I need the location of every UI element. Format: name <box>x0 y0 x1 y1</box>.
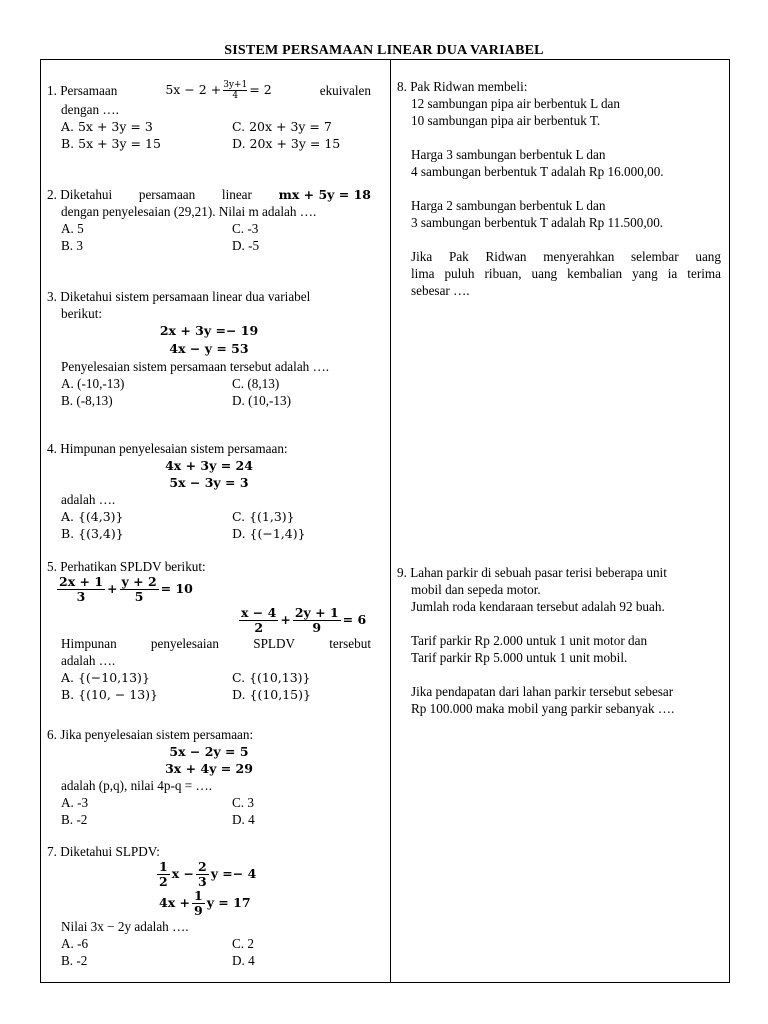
q7-option-a: A. -6 <box>61 936 89 951</box>
q4-line1: 4. Himpunan penyelesaian sistem persamaan: <box>47 441 288 456</box>
q8-line-3: 10 sambungan pipa air berbentuk T. <box>411 113 601 128</box>
question-4 <box>47 440 371 542</box>
q5-line1: 5. Perhatikan SPLDV berikut: <box>47 559 206 574</box>
question-9 <box>397 564 723 717</box>
q2-equation: mx + 5y = 18 <box>278 187 371 202</box>
q2-word-2: persamaan <box>138 187 196 202</box>
question-5 <box>47 558 371 703</box>
q5-equation-2: $\frac{x - 4}{2}$ + $\frac{2y + 1}{9}$ = 6 <box>241 605 367 635</box>
q3-option-a: A. (-10,-13) <box>61 376 125 391</box>
q3-equation-1: 2x + 3y =− 19 <box>159 323 259 338</box>
q1-option-c: C. 20x + 3y = 7 <box>232 119 332 134</box>
q2-option-d: D. -5 <box>232 238 260 253</box>
q8-line-7: 3 sambungan berbentuk T adalah Rp 11.500,00. <box>411 215 664 230</box>
q8-line-8: Jika Pak Ridwan menyerahkan selembar uang <box>411 249 721 264</box>
q1-option-b: B. 5x + 3y = 15 <box>61 136 161 151</box>
q7-equation-2: 4x + $\frac{1}{9}$ y = 17 <box>159 888 251 918</box>
q7-option-d: D. 4 <box>232 953 255 968</box>
q5-option-a: A. {(−10,13)} <box>61 670 150 685</box>
q5-option-b: B. {(10, − 13)} <box>61 687 158 702</box>
q7-option-c: C. 2 <box>232 936 254 951</box>
q8-line-4: Harga 3 sambungan berbentuk L dan <box>411 147 606 162</box>
q2-line2: dengan penyelesaian (29,21). Nilai m adalah …. <box>61 204 317 219</box>
q3-equation-2: 4x − y = 53 <box>169 341 249 356</box>
q2-word-1: 2. Diketahui <box>47 187 113 202</box>
q6-line1: 6. Jika penyelesaian sistem persamaan: <box>47 727 254 742</box>
q4-option-c: C. {(1,3)} <box>232 509 295 524</box>
q9-line-4: Tarif parkir Rp 2.000 untuk 1 unit motor dan <box>411 633 648 648</box>
q2-option-b: B. 3 <box>61 238 83 253</box>
q5-line3: adalah …. <box>61 653 116 668</box>
q1-suffix: ekuivalen <box>319 83 371 98</box>
q1-equation: 5x − 2 + $\frac{3y+1}{4}$ = 2 <box>165 80 272 101</box>
q3-line1: 3. Diketahui sistem persamaan linear dua variabel <box>47 289 311 304</box>
q4-line2: adalah …. <box>61 492 116 507</box>
q5-option-d: D. {(10,15)} <box>232 687 311 702</box>
q3-option-d: D. (10,-13) <box>232 393 291 408</box>
q9-line-2: mobil dan sepeda motor. <box>411 582 541 597</box>
q4-equation-2: 5x − 3y = 3 <box>169 475 249 490</box>
q8-line-10: sebesar …. <box>411 283 470 298</box>
q9-line-7: Rp 100.000 maka mobil yang parkir sebanyak …. <box>411 701 675 716</box>
q6-equation-2: 3x + 4y = 29 <box>165 761 253 776</box>
question-2 <box>47 186 371 254</box>
q9-line-1: 9. Lahan parkir di sebuah pasar terisi beberapa unit <box>397 565 667 580</box>
question-1 <box>47 80 371 152</box>
q2-option-a: A. 5 <box>61 221 84 236</box>
question-6 <box>47 726 371 828</box>
q8-line-6: Harga 2 sambungan berbentuk L dan <box>411 198 606 213</box>
q7-line1: 7. Diketahui SLPDV: <box>47 844 160 859</box>
q6-option-a: A. -3 <box>61 795 89 810</box>
q9-line-3: Jumlah roda kendaraan tersebut adalah 92 buah. <box>411 599 665 614</box>
q9-line-5: Tarif parkir Rp 5.000 untuk 1 unit mobil. <box>411 650 628 665</box>
q8-line-2: 12 sambungan pipa air berbentuk L dan <box>411 96 620 111</box>
q3-line3: Penyelesaian sistem persamaan tersebut adalah …. <box>61 359 330 374</box>
q2-word-3: linear <box>221 187 252 202</box>
q3-option-c: C. (8,13) <box>232 376 280 391</box>
q8-line-5: 4 sambungan berbentuk T adalah Rp 16.000,00. <box>411 164 664 179</box>
q1-line2: dengan …. <box>61 102 119 117</box>
q3-line2: berikut: <box>61 306 103 321</box>
q6-option-d: D. 4 <box>232 812 255 827</box>
question-8 <box>397 78 721 299</box>
q8-line-9: lima puluh ribuan, uang kembalian yang ia terima <box>411 266 721 281</box>
q7-line2: Nilai 3x − 2y adalah …. <box>61 919 189 934</box>
q6-equation-1: 5x − 2y = 5 <box>169 744 249 759</box>
q1-prefix: 1. Persamaan <box>47 83 118 98</box>
q1-fraction: $\frac{3y+1}{4}$ <box>223 80 248 101</box>
question-7 <box>47 843 371 969</box>
q7-equation-1: $\frac{1}{2}$ x − $\frac{2}{3}$ y =− 4 <box>159 859 257 889</box>
q7-option-b: B. -2 <box>61 953 88 968</box>
q1-option-d: D. 20x + 3y = 15 <box>232 136 341 151</box>
q3-option-b: B. (-8,13) <box>61 393 113 408</box>
question-3 <box>47 288 371 409</box>
q4-equation-1: 4x + 3y = 24 <box>165 458 253 473</box>
q5-equation-1: $\frac{2x + 1}{3}$ + $\frac{y + 2}{5}$ = 10 <box>59 574 193 604</box>
q6-option-b: B. -2 <box>61 812 88 827</box>
q6-line2: adalah (p,q), nilai 4p-q = …. <box>61 778 212 793</box>
q1-option-a: A. 5x + 3y = 3 <box>61 119 153 134</box>
q4-option-d: D. {(−1,4)} <box>232 526 306 541</box>
q6-option-c: C. 3 <box>232 795 254 810</box>
q4-option-b: B. {(3,4)} <box>61 526 124 541</box>
column-divider <box>390 59 391 982</box>
q4-option-a: A. {(4,3)} <box>61 509 124 524</box>
q5-line2: Himpunan penyelesaian SPLDV tersebut <box>61 636 371 651</box>
q5-option-c: C. {(10,13)} <box>232 670 311 685</box>
q9-line-6: Jika pendapatan dari lahan parkir tersebut sebesar <box>411 684 674 699</box>
q2-option-c: C. -3 <box>232 221 259 236</box>
page-title: SISTEM PERSAMAAN LINEAR DUA VARIABEL <box>224 43 544 58</box>
q8-line-1: 8. Pak Ridwan membeli: <box>397 79 528 94</box>
